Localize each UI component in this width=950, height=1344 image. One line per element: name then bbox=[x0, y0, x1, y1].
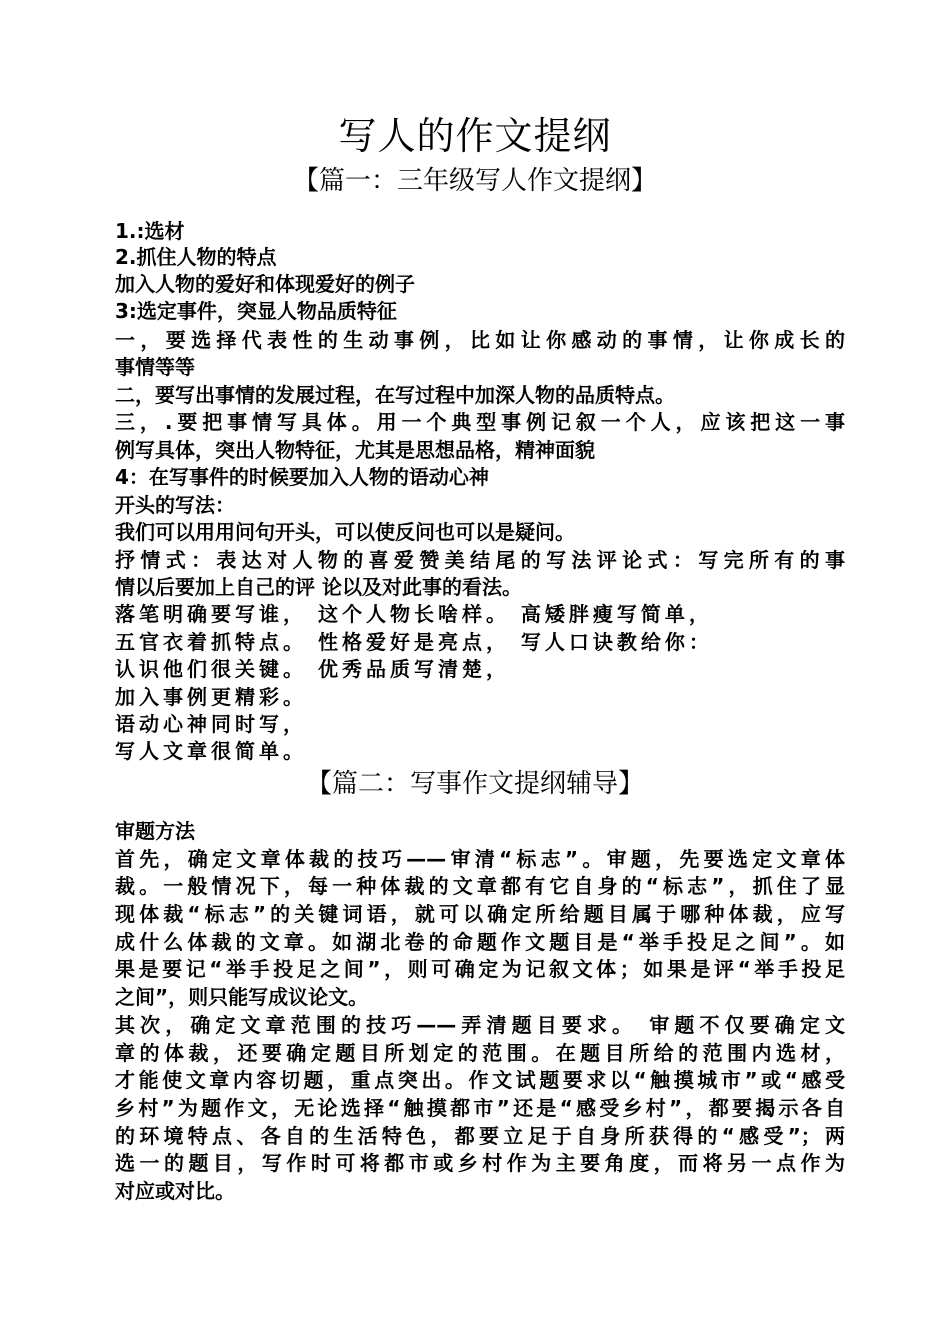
section-1-line: 三，.要把事情写具体。用一个典型事例记叙一个人，应该把这一事 bbox=[115, 410, 845, 434]
section-1-line: 开头的写法： bbox=[115, 493, 235, 517]
section-2-line: 的环境特点、各自的生活特色，都要立足于自身所获得的“感受”；两 bbox=[115, 1124, 845, 1148]
section-2-line: 现体裁“标志”的关键词语，就可以确定所给题目属于哪种体裁，应写 bbox=[115, 902, 845, 926]
section-1-line: 二，要写出事情的发展过程，在写过程中加深人物的品质特点。 bbox=[115, 383, 675, 407]
section-2-line: 对应或对比。 bbox=[115, 1179, 235, 1203]
section-2-line: 章的体裁，还要确定题目所划定的范围。在题目所给的范围内选材， bbox=[115, 1041, 845, 1065]
section-2-line: 才能使文章内容切题，重点突出。作文试题要求以“触摸城市”或“感受 bbox=[115, 1068, 845, 1092]
section-1-line: 加入事例更精彩。 bbox=[115, 685, 307, 709]
section-1-line: 事情等等 bbox=[115, 355, 195, 379]
section-1-line: 一，要选择代表性的生动事例，比如让你感动的事情，让你成长的 bbox=[115, 328, 845, 352]
section-2-line: 果是要记“举手投足之间”，则可确定为记叙文体；如果是评“举手投足 bbox=[115, 957, 845, 981]
section-1-line: 4：在写事件的时候要加入人物的语动心神 bbox=[115, 465, 489, 489]
section-2-line: 之间”，则只能写成议论文。 bbox=[115, 985, 369, 1009]
section-1-line: 2.抓住人物的特点 bbox=[115, 245, 277, 269]
section-1-line: 五官衣着抓特点。 性格爱好是亮点， 写人口诀教给你： bbox=[115, 630, 713, 654]
section-1-line: 例写具体，突出人物特征，尤其是思想品格，精神面貌 bbox=[115, 438, 595, 462]
section-1-heading: 【篇一：三年级写人作文提纲】 bbox=[292, 166, 657, 196]
section-1-line: 3:选定事件，突显人物品质特征 bbox=[115, 299, 397, 323]
section-1-line: 写人文章很简单。 bbox=[115, 739, 307, 763]
section-2-line: 成什么体裁的文章。如湖北卷的命题作文题目是“举手投足之间”。如 bbox=[115, 930, 845, 954]
section-2-line: 乡村”为题作文，无论选择“触摸都市”还是“感受乡村”，都要揭示各自 bbox=[115, 1096, 845, 1120]
section-2-line: 裁。一般情况下，每一种体裁的文章都有它自身的“标志”，抓住了显 bbox=[115, 874, 845, 898]
section-1-line: 语动心神同时写， bbox=[115, 712, 307, 736]
section-1-line: 1.:选材 bbox=[115, 219, 185, 243]
section-1-line: 我们可以用用问句开头，可以使反问也可以是疑问。 bbox=[115, 520, 575, 544]
section-1-line: 认识他们很关键。 优秀品质写清楚， bbox=[115, 657, 510, 681]
section-2-line: 首先，确定文章体裁的技巧——审清“标志”。审题，先要选定文章体 bbox=[115, 847, 845, 871]
section-1-line: 落笔明确要写谁， 这个人物长啥样。 高矮胖瘦写简单， bbox=[115, 602, 713, 626]
document-title: 写人的作文提纲 bbox=[338, 114, 612, 158]
section-2-heading: 【篇二：写事作文提纲辅导】 bbox=[305, 769, 644, 799]
section-2-line: 审题方法 bbox=[115, 819, 195, 843]
section-1-line: 抒情式：表达对人物的喜爱赞美结尾的写法评论式：写完所有的事 bbox=[115, 548, 845, 572]
section-2-line: 选一的题目，写作时可将都市或乡村作为主要角度，而将另一点作为 bbox=[115, 1151, 845, 1175]
section-1-line: 加入人物的爱好和体现爱好的例子 bbox=[115, 272, 415, 296]
section-1-line: 情以后要加上自己的评 论以及对此事的看法。 bbox=[115, 575, 522, 599]
section-2-line: 其次，确定文章范围的技巧——弄清题目要求。 审题不仅要确定文 bbox=[115, 1013, 845, 1037]
